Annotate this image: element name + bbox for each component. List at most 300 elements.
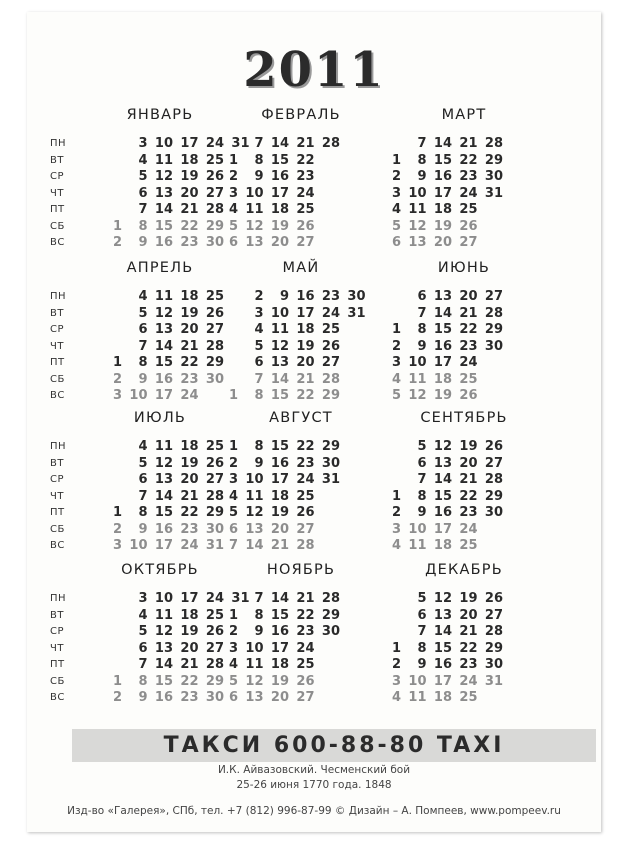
calendar-day: 18 [180,152,199,168]
calendar-day: 24 [180,388,199,403]
calendar-day: 6 [254,355,264,370]
calendar-day: 11 [408,371,427,387]
calendar-day: 2 [112,371,122,387]
calendar-day: 26 [321,338,340,354]
calendar-day: 15 [270,152,289,168]
calendar-day: 11 [245,202,264,217]
calendar-day: 30 [484,338,503,354]
month-block [216,260,386,410]
calendar-day: 8 [138,673,148,689]
calendar-day: 18 [270,202,289,217]
calendar-day: 5 [228,673,238,689]
calendar-day: 21 [459,624,478,639]
calendar-day: 13 [433,455,452,471]
calendar-day: 9 [417,505,427,520]
calendar-day: 3 [228,185,238,201]
calendar-day: 25 [459,371,478,387]
calendar-day: 2 [254,289,264,304]
calendar-day: 11 [245,488,264,504]
month-block [50,562,250,712]
calendar-day: 23 [459,338,478,354]
calendar-day: 5 [417,439,427,454]
calendar-day: 14 [245,538,264,553]
calendar-day: 20 [180,472,199,487]
weekday-label: ПТ [50,357,65,368]
calendar-day: 17 [180,591,199,606]
calendar-day: 18 [433,202,452,217]
calendar-day: 14 [433,305,452,321]
calendar-day: 28 [296,538,315,553]
calendar-day: 27 [205,472,224,487]
calendar-day: 29 [321,439,340,454]
calendar-day: 24 [296,185,315,201]
calendar-day: 24 [459,673,478,689]
calendar-day: 3 [228,640,238,656]
calendar-day: 28 [321,136,340,151]
calendar-day: 16 [270,624,289,639]
calendar-day: 27 [296,521,315,537]
calendar-day: 20 [459,289,478,304]
weekday-label: СР [50,324,65,335]
calendar-day: 22 [180,218,199,234]
calendar-day: 21 [459,305,478,321]
calendar-day: 6 [391,235,401,250]
calendar-day: 8 [254,607,264,623]
calendar-day: 8 [138,218,148,234]
calendar-day: 18 [180,439,199,454]
calendar-day: 19 [180,455,199,471]
calendar-day: 1 [228,388,238,403]
calendar-day: 9 [138,371,148,387]
calendar-day: 16 [433,657,452,672]
calendar-day: 20 [433,235,452,250]
weekday-label: ПТ [50,204,65,215]
calendar-day: 26 [205,305,224,321]
calendar-day: 8 [254,152,264,168]
calendar-day: 4 [391,202,401,217]
calendar-day: 18 [270,488,289,504]
calendar-day: 24 [321,305,340,321]
calendar-day: 25 [321,322,340,337]
calendar-day: 29 [205,218,224,234]
calendar-day: 4 [391,690,401,705]
weekday-label: СР [50,171,65,182]
calendar-day: 8 [254,388,264,403]
calendar-day: 25 [459,690,478,705]
calendar-day: 30 [205,371,224,387]
calendar-day: 26 [484,591,503,606]
calendar-day: 14 [154,338,173,354]
month-name: АВГУСТ [269,410,333,426]
calendar-day: 13 [245,690,264,705]
calendar-day: 19 [433,388,452,403]
calendar-day: 2 [228,624,238,639]
calendar-day: 14 [154,657,173,672]
calendar-day: 9 [138,521,148,537]
calendar-day: 3 [112,538,122,553]
calendar-day: 5 [138,455,148,471]
calendar-day: 27 [296,235,315,250]
calendar-day: 4 [391,371,401,387]
calendar-day: 9 [254,624,264,639]
calendar-day: 3 [112,388,122,403]
calendar-day: 25 [296,202,315,217]
calendar-day: 20 [180,322,199,337]
calendar-day: 10 [408,185,427,201]
calendar-card [27,12,601,832]
calendar-day: 28 [484,305,503,321]
calendar-day: 26 [484,439,503,454]
calendar-day: 31 [205,538,224,553]
calendar-day: 21 [296,371,315,387]
caption-line-2: 25-26 июня 1770 года. 1848 [236,779,392,791]
calendar-day: 29 [484,322,503,337]
calendar-day: 11 [154,152,173,168]
calendar-day: 25 [205,607,224,623]
calendar-day: 19 [180,169,199,184]
calendar-day: 17 [180,136,199,151]
calendar-day: 14 [433,624,452,639]
month-block [379,410,549,560]
calendar-day: 29 [321,388,340,403]
month-block [216,562,386,712]
calendar-day: 25 [459,538,478,553]
calendar-day: 1 [112,673,122,689]
calendar-day: 7 [254,591,264,606]
month-name: СЕНТЯБРЬ [420,410,508,426]
calendar-day: 16 [433,169,452,184]
calendar-day: 24 [205,591,224,606]
calendar-day: 31 [231,591,250,606]
month-name: МАЙ [282,260,320,276]
calendar-day: 19 [296,338,315,354]
calendar-day: 30 [205,690,224,705]
calendar-day: 30 [321,455,340,471]
calendar-day: 1 [391,322,401,337]
calendar-day: 15 [433,488,452,504]
calendar-day: 3 [138,136,148,151]
weekday-label: СР [50,626,65,637]
calendar-day: 17 [270,472,289,487]
calendar-day: 4 [138,439,148,454]
calendar-day: 17 [433,521,452,537]
calendar-day: 29 [484,640,503,656]
calendar-day: 4 [228,657,238,672]
calendar-day: 24 [296,640,315,656]
calendar-day: 6 [138,472,148,487]
weekday-label: СБ [50,675,65,687]
calendar-day: 8 [417,152,427,168]
calendar-day: 7 [417,624,427,639]
calendar-day: 16 [433,338,452,354]
calendar-day: 1 [391,488,401,504]
calendar-day: 25 [459,202,478,217]
calendar-day: 16 [433,505,452,520]
calendar-day: 24 [459,521,478,537]
calendar-day: 14 [270,371,289,387]
weekday-label: ВТ [50,154,64,166]
month-name: НОЯБРЬ [266,562,336,578]
month-name: ДЕКАБРЬ [425,562,503,578]
calendar-day: 3 [391,521,401,537]
month-name: АПРЕЛЬ [126,260,194,276]
calendar-day: 17 [154,538,173,553]
calendar-day: 22 [459,322,478,337]
calendar-day: 1 [391,152,401,168]
calendar-day: 10 [129,538,148,553]
calendar-day: 22 [180,673,199,689]
calendar-day: 17 [270,185,289,201]
calendar-day: 17 [270,640,289,656]
weekday-label: ВС [50,540,65,551]
calendar-day: 15 [270,439,289,454]
calendar-day: 11 [154,607,173,623]
calendar-day: 6 [417,607,427,623]
calendar-day: 27 [484,289,503,304]
calendar-day: 12 [154,305,173,321]
calendar-day: 15 [433,152,452,168]
calendar-day: 23 [180,235,199,250]
weekday-label: ПТ [50,507,65,518]
weekday-label: СР [50,474,65,485]
calendar-day: 8 [138,505,148,520]
calendar-day: 13 [154,640,173,656]
calendar-day: 2 [112,521,122,537]
calendar-day: 5 [417,591,427,606]
calendar-day: 23 [180,690,199,705]
calendar-day: 28 [205,488,224,504]
caption-line-1: И.К. Айвазовский. Чесменский бой [217,764,411,776]
month-name: МАРТ [441,107,487,123]
calendar-day: 29 [484,152,503,168]
calendar-day: 22 [459,152,478,168]
year-title: 2011 [243,42,385,98]
calendar-day: 6 [138,322,148,337]
calendar-day: 3 [254,305,264,321]
calendar-day: 16 [296,289,315,304]
calendar-day: 1 [228,152,238,168]
calendar-day: 4 [138,289,148,304]
calendar-day: 12 [154,169,173,184]
calendar-day: 29 [321,607,340,623]
calendar-day: 1 [112,355,122,370]
calendar-day: 15 [154,673,173,689]
calendar-day: 21 [270,538,289,553]
calendar-day: 13 [270,355,289,370]
calendar-day: 12 [245,505,264,520]
calendar-day: 6 [228,521,238,537]
calendar-day: 28 [205,338,224,354]
calendar-day: 24 [459,355,478,370]
calendar-day: 7 [228,538,238,553]
calendar-day: 2 [228,169,238,184]
calendar-day: 12 [433,439,452,454]
calendar-day: 3 [391,185,401,201]
calendar-day: 13 [433,289,452,304]
calendar-day: 2 [228,455,238,471]
calendar-day: 5 [391,218,401,234]
calendar-day: 17 [154,388,173,403]
weekday-label: ПН [50,593,67,604]
calendar-day: 8 [417,488,427,504]
calendar-day: 12 [154,624,173,639]
calendar-day: 4 [138,152,148,168]
calendar-day: 14 [154,202,173,217]
calendar-day: 11 [408,202,427,217]
calendar-day: 26 [205,169,224,184]
calendar-day: 23 [459,657,478,672]
calendar-day: 5 [228,218,238,234]
calendar-day: 23 [459,505,478,520]
calendar-day: 27 [296,690,315,705]
calendar-day: 1 [391,640,401,656]
calendar-day: 2 [391,169,401,184]
calendar-day: 1 [112,505,122,520]
calendar-day: 25 [205,439,224,454]
calendar-day: 6 [138,185,148,201]
calendar-day: 23 [180,371,199,387]
calendar-day: 13 [433,607,452,623]
month-name: ИЮНЬ [437,260,491,276]
weekday-label: ВС [50,390,65,401]
calendar-day: 13 [245,521,264,537]
calendar-day: 23 [296,169,315,184]
calendar-day: 7 [417,305,427,321]
calendar-day: 19 [270,218,289,234]
calendar-day: 22 [296,607,315,623]
calendar-day: 31 [347,305,366,321]
calendar-day: 9 [138,690,148,705]
calendar-day: 5 [254,338,264,354]
calendar-day: 10 [245,185,264,201]
calendar-day: 28 [484,624,503,639]
calendar-day: 18 [180,289,199,304]
calendar-day: 27 [321,355,340,370]
calendar-day: 16 [270,455,289,471]
calendar-day: 29 [205,673,224,689]
calendar-day: 13 [408,235,427,250]
weekday-label: ЧТ [50,187,64,199]
month-block [216,410,386,560]
calendar-day: 13 [154,322,173,337]
calendar-day: 5 [228,505,238,520]
calendar-day: 27 [205,322,224,337]
calendar-day: 20 [270,235,289,250]
calendar-day: 30 [205,521,224,537]
calendar-day: 12 [245,673,264,689]
calendar-day: 10 [154,591,173,606]
calendar-day: 3 [228,472,238,487]
calendar-day: 19 [180,624,199,639]
calendar-day: 12 [245,218,264,234]
calendar-day: 23 [459,169,478,184]
calendar-day: 30 [205,235,224,250]
calendar-day: 9 [279,289,289,304]
calendar-day: 30 [484,657,503,672]
calendar-day: 11 [154,439,173,454]
calendar-day: 6 [228,235,238,250]
calendar-day: 17 [296,305,315,321]
calendar-day: 9 [417,169,427,184]
calendar-day: 15 [433,640,452,656]
calendar-day: 26 [296,505,315,520]
calendar-day: 15 [433,322,452,337]
calendar-day: 2 [391,657,401,672]
calendar-day: 3 [391,673,401,689]
calendar-day: 13 [245,235,264,250]
calendar-day: 7 [138,202,148,217]
calendar-day: 23 [296,455,315,471]
calendar-day: 20 [296,355,315,370]
calendar-day: 14 [433,136,452,151]
month-block [379,562,549,712]
calendar-day: 14 [433,472,452,487]
calendar-day: 4 [391,538,401,553]
month-block [379,260,549,410]
calendar-day: 11 [408,690,427,705]
calendar-day: 15 [154,218,173,234]
calendar-day: 16 [154,371,173,387]
calendar-day: 27 [484,607,503,623]
calendar-day: 7 [254,371,264,387]
calendar-day: 15 [270,607,289,623]
calendar-day: 25 [296,657,315,672]
calendar-day: 28 [484,472,503,487]
weekday-label: СБ [50,523,65,535]
calendar-day: 27 [459,235,478,250]
calendar-day: 20 [180,640,199,656]
calendar-day: 23 [180,521,199,537]
calendar-day: 1 [228,439,238,454]
calendar-day: 15 [270,388,289,403]
calendar-day: 26 [459,218,478,234]
calendar-day: 28 [321,371,340,387]
calendar-day: 26 [205,455,224,471]
month-name: ФЕВРАЛЬ [261,107,341,123]
calendar-day: 19 [270,505,289,520]
calendar-day: 13 [154,472,173,487]
weekday-label: ЧТ [50,340,64,352]
calendar-day: 12 [408,218,427,234]
calendar-day: 9 [138,235,148,250]
calendar-day: 3 [138,591,148,606]
weekday-label: ЧТ [50,642,64,654]
weekday-label: ПН [50,441,67,452]
calendar-day: 10 [245,640,264,656]
weekday-label: СБ [50,373,65,385]
calendar-day: 4 [228,202,238,217]
calendar-day: 19 [459,591,478,606]
calendar-day: 2 [112,690,122,705]
month-block [50,260,224,410]
weekday-label: ВТ [50,307,64,319]
weekday-label: ВТ [50,609,64,621]
calendar-day: 6 [138,640,148,656]
calendar-day: 11 [408,538,427,553]
calendar-day: 17 [433,185,452,201]
calendar-day: 9 [417,657,427,672]
calendar-day: 11 [245,657,264,672]
calendar-day: 10 [408,521,427,537]
calendar-day: 22 [296,388,315,403]
calendar-day: 26 [459,388,478,403]
calendar-day: 12 [433,591,452,606]
month-block [379,107,549,257]
calendar-day: 25 [205,289,224,304]
calendar-day: 25 [296,488,315,504]
calendar-day: 13 [154,185,173,201]
weekday-label: ПН [50,138,67,149]
